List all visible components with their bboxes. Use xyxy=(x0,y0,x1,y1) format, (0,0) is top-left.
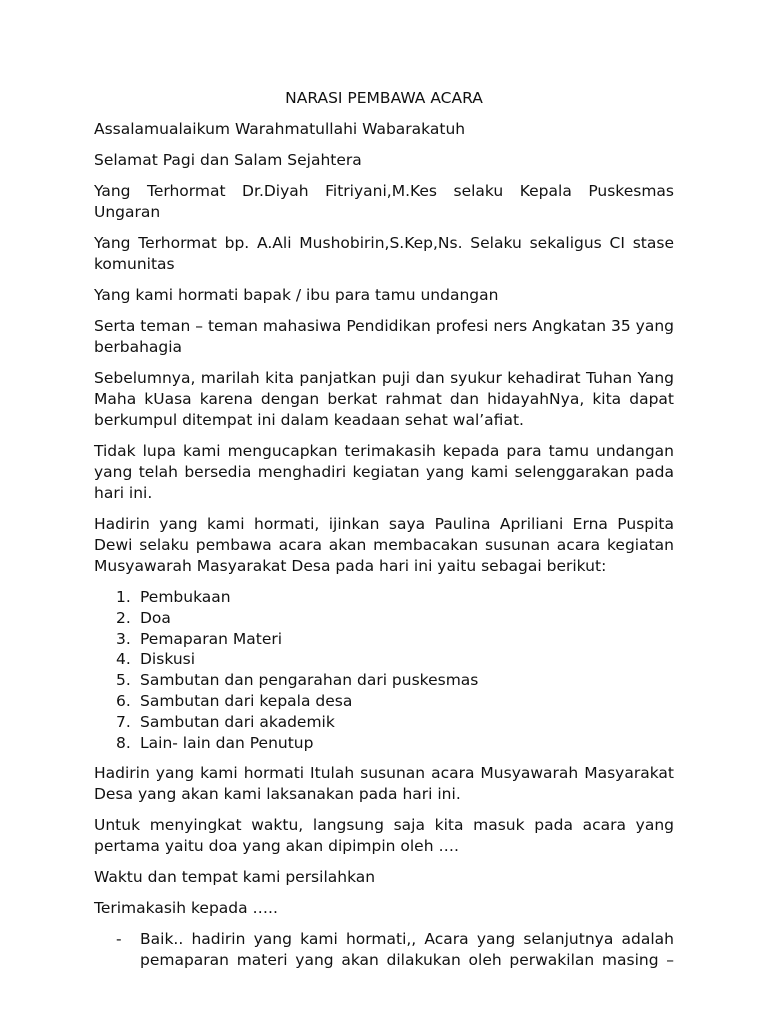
list-number: 3. xyxy=(116,629,131,648)
paragraph-salutation: Selamat Pagi dan Salam Sejahtera xyxy=(94,151,362,169)
document-page xyxy=(94,88,674,971)
agenda-list xyxy=(94,587,674,753)
paragraph-students: Serta teman – teman mahasiwa Pendidikan profesi ners Angkatan 35 yang berbahagia xyxy=(94,317,674,356)
paragraph-greeting: Assalamualaikum Warahmatullahi Wabarakatuh xyxy=(94,120,466,138)
dash-marker: - xyxy=(116,930,122,949)
list-text: Doa xyxy=(140,608,171,627)
list-text: Sambutan dari akademik xyxy=(140,712,335,731)
list-text: Pembukaan xyxy=(140,588,231,606)
list-text: Lain- lain dan Penutup xyxy=(140,733,314,752)
list-item xyxy=(94,608,674,629)
list-number: 4. xyxy=(116,650,131,669)
list-item xyxy=(94,649,674,670)
list-number: 1. xyxy=(116,588,131,606)
list-number: 5. xyxy=(116,671,131,690)
paragraph-gratitude: Sebelumnya, marilah kita panjatkan puji dan syukur kehadirat Tuhan Yang Maha kUasa karena dengan berkat rahmat dan hidayahNya, kita dapat berkumpul ditempat ini dalam keadaan sehat wal’afiat. xyxy=(94,369,674,429)
dash-list-item xyxy=(94,929,674,971)
list-item xyxy=(94,670,674,691)
paragraph-guests: Yang kami hormati bapak / ibu para tamu undangan xyxy=(94,286,499,304)
list-text: Sambutan dari kepala desa xyxy=(140,691,353,710)
paragraph-honor-head: Yang Terhormat Dr.Diyah Fitriyani,M.Kes selaku Kepala Puskesmas Ungaran xyxy=(94,182,674,221)
list-item xyxy=(94,587,674,608)
list-item xyxy=(94,712,674,733)
paragraph-prayer: Untuk menyingkat waktu, langsung saja kita masuk pada acara yang pertama yaitu doa yang akan dipimpin oleh …. xyxy=(94,816,674,856)
paragraph-honor-ci: Yang Terhormat bp. A.Ali Mushobirin,S.Kep,Ns. Selaku sekaligus CI stase komunitas xyxy=(94,234,674,273)
document-title: NARASI PEMBAWA ACARA xyxy=(285,89,483,107)
paragraph-invitation: Waktu dan tempat kami persilahkan xyxy=(94,868,376,887)
list-number: 2. xyxy=(116,608,131,627)
list-item xyxy=(94,691,674,712)
list-text: Diskusi xyxy=(140,650,196,669)
dash-item-text: Baik.. hadirin yang kami hormati,, Acara yang selanjutnya adalah pemaparan materi yang akan dilakukan oleh perwakilan masing – xyxy=(140,930,674,970)
list-number: 6. xyxy=(116,691,131,710)
list-item xyxy=(94,733,674,754)
list-number: 8. xyxy=(116,733,131,752)
paragraph-thanks: Tidak lupa kami mengucapkan terimakasih kepada para tamu undangan yang telah bersedia menghadiri kegiatan yang kami selenggarakan pada hari ini. xyxy=(94,442,674,502)
list-text: Pemaparan Materi xyxy=(140,629,283,648)
list-item xyxy=(94,629,674,650)
paragraph-thanks-closing: Terimakasih kepada ….. xyxy=(94,899,278,918)
paragraph-agenda-summary: Hadirin yang kami hormati Itulah susunan acara Musyawarah Masyarakat Desa yang akan kami laksanakan pada hari ini. xyxy=(94,764,674,804)
list-text: Sambutan dan pengarahan dari puskesmas xyxy=(140,671,479,690)
list-number: 7. xyxy=(116,712,131,731)
paragraph-introduction: Hadirin yang kami hormati, ijinkan saya Paulina Apriliani Erna Puspita Dewi selaku pembawa acara akan membacakan susunan acara kegiatan Musyawarah Masyarakat Desa pada hari ini yaitu sebagai berikut: xyxy=(94,515,674,575)
